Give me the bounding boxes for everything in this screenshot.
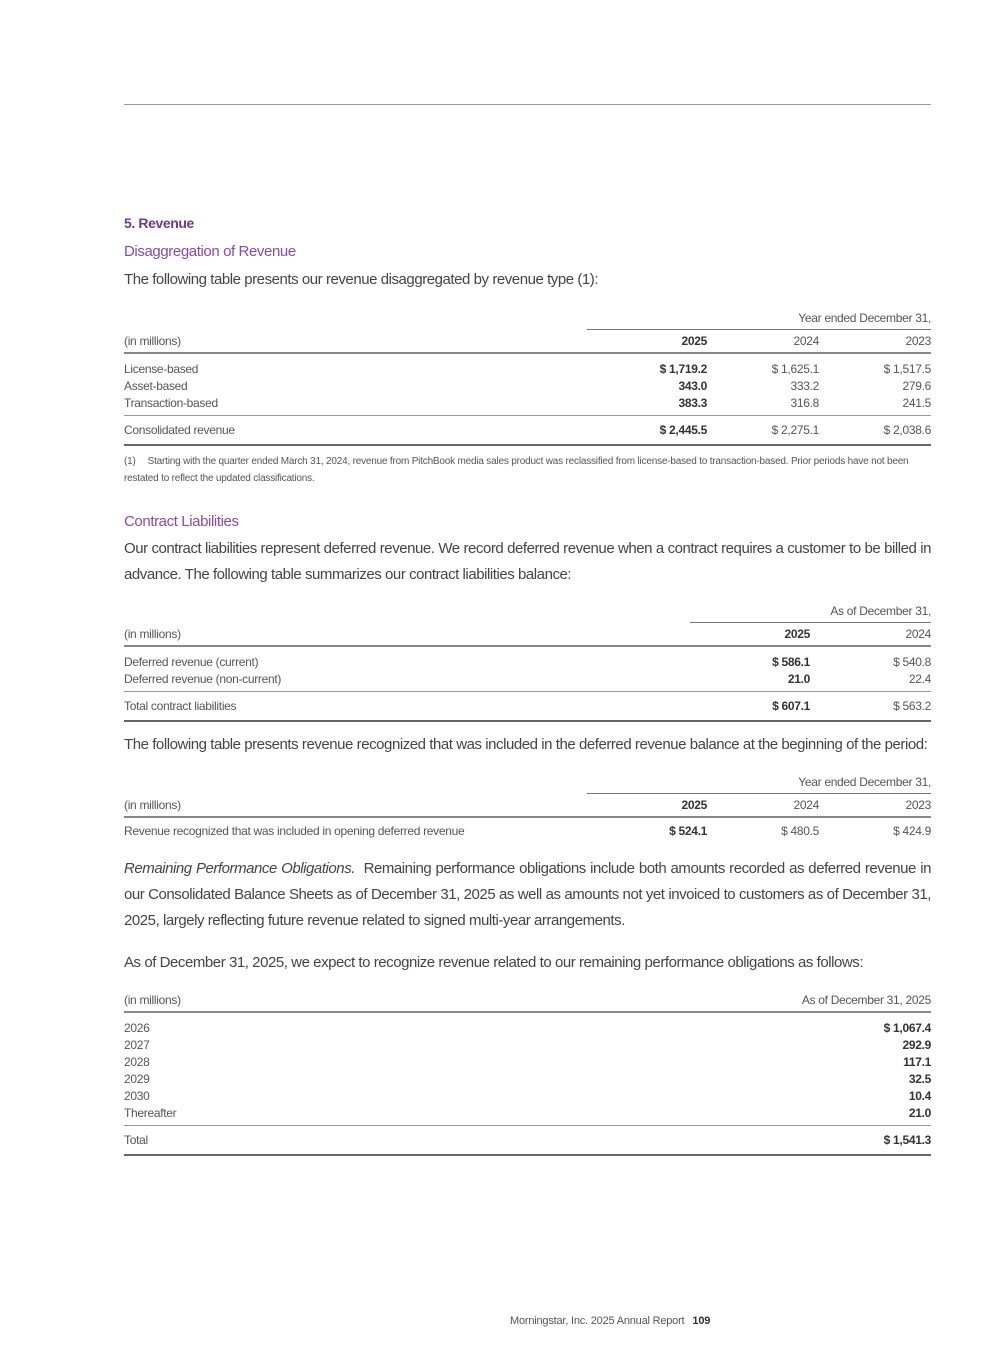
table-row	[124, 1019, 931, 1036]
table-row	[124, 1070, 931, 1087]
cell: 383.3	[678, 395, 707, 410]
rpo-text: Remaining performance obligations include both amounts recorded as deferred revenue in our Consolidated Balance Sheets as of December 31, 2025 as well as amounts not yet invoiced to customers as of December 31, 2025, largely reflecting future revenue related to signed multi-year arrangements.	[124, 860, 931, 929]
footnote	[124, 453, 931, 487]
rpo-table	[124, 989, 931, 1156]
unit-label: (in millions)	[124, 797, 181, 812]
section-title-text: 5. Revenue	[124, 215, 194, 231]
total-row	[124, 1126, 931, 1156]
table-row	[124, 1087, 931, 1104]
col-year: 2024	[905, 627, 931, 641]
table-row	[124, 1104, 931, 1121]
cell: 21.0	[787, 671, 810, 686]
row-label: Total contract liabilities	[124, 692, 690, 722]
unit-label: (in millions)	[124, 626, 181, 641]
col-year: 2023	[905, 798, 931, 812]
cell: $ 480.5	[781, 824, 819, 838]
col-year: 2025	[681, 334, 707, 348]
row-label: Revenue recognized that was included in opening deferred revenue	[124, 824, 465, 838]
col-header: As of December 31, 2025	[801, 993, 931, 1007]
cell: $ 1,517.5	[883, 361, 931, 376]
table-row	[124, 653, 931, 670]
section-title	[124, 215, 931, 231]
col-year: 2023	[905, 334, 931, 348]
unit-label: (in millions)	[124, 993, 181, 1007]
cell: $ 1,625.1	[771, 361, 819, 376]
cell: $ 524.1	[669, 824, 707, 838]
col-year: 2025	[681, 798, 707, 812]
cell: $ 424.9	[893, 824, 931, 838]
footnote-text: Starting with the quarter ended March 31, 2024, revenue from PitchBook media sales product was reclassified from license-based to transaction-based. Prior periods have not been restated to reflect the updated classifications.	[124, 456, 909, 484]
cell: $ 586.1	[772, 654, 810, 669]
row-label: Asset-based	[124, 378, 188, 393]
contract-intro: Our contract liabilities represent deferred revenue. We record deferred revenue when a contract requires a customer to be billed in advance. The following table summarizes our contract liabilities balance:	[124, 540, 931, 583]
row-label: 2029	[124, 1071, 150, 1086]
row-label: Total	[124, 1126, 370, 1156]
table-row	[124, 1053, 931, 1070]
cell: $ 2,275.1	[707, 416, 819, 446]
col-year: 2024	[793, 798, 819, 812]
rpo-intro: As of December 31, 2025, we expect to recognize revenue related to our remaining performance obligations as follows:	[124, 954, 864, 971]
revenue-table	[124, 307, 931, 446]
rpo-lead: Remaining Performance Obligations.	[124, 860, 355, 877]
cell: $ 540.8	[893, 654, 931, 669]
unit-label: (in millions)	[124, 333, 181, 348]
cell: 22.4	[908, 671, 931, 686]
cell: $ 2,038.6	[819, 416, 931, 446]
table-row	[124, 394, 931, 411]
cell: 292.9	[902, 1037, 931, 1052]
disaggregation-heading: Disaggregation of Revenue	[124, 243, 296, 260]
row-label: 2027	[124, 1037, 150, 1052]
table-row	[124, 360, 931, 377]
group-header: Year ended December 31,	[587, 771, 931, 794]
cell: $ 563.2	[810, 692, 931, 722]
header-rule	[124, 104, 931, 105]
row-label: Deferred revenue (non-current)	[124, 671, 282, 686]
row-label: Consolidated revenue	[124, 416, 587, 446]
total-row	[124, 416, 931, 446]
page-number: 109	[692, 1315, 711, 1327]
table-row	[124, 817, 931, 844]
cell: 117.1	[903, 1054, 931, 1069]
cell: $ 2,445.5	[587, 416, 707, 446]
contract-table	[124, 600, 931, 722]
row-label: Transaction-based	[124, 395, 218, 410]
total-row	[124, 692, 931, 722]
table-row	[124, 1036, 931, 1053]
cell: 343.0	[678, 378, 707, 393]
cell: 316.8	[790, 395, 819, 410]
rpo-paragraph	[124, 856, 931, 934]
cell: 333.2	[790, 378, 819, 393]
cell: $ 1,541.3	[370, 1126, 931, 1156]
cell: 241.5	[902, 395, 931, 410]
col-year: 2025	[784, 627, 810, 641]
cell: 279.6	[902, 378, 931, 393]
row-label: 2030	[124, 1088, 150, 1103]
group-header: Year ended December 31,	[587, 307, 931, 330]
recognized-table	[124, 771, 931, 844]
footnote-marker: (1)	[124, 456, 136, 467]
cell: $ 607.1	[690, 692, 810, 722]
page-footer	[510, 1315, 710, 1327]
cell: 10.4	[908, 1088, 931, 1103]
row-label: Thereafter	[124, 1105, 177, 1120]
table-row	[124, 670, 931, 687]
group-header: As of December 31,	[690, 600, 931, 623]
cell: 32.5	[908, 1071, 931, 1086]
disaggregation-intro: The following table presents our revenue disaggregated by revenue type (1):	[124, 271, 599, 288]
cell: $ 1,067.4	[883, 1020, 931, 1035]
contract-heading: Contract Liabilities	[124, 513, 239, 530]
footer-text: Morningstar, Inc. 2025 Annual Report	[510, 1315, 685, 1327]
col-year: 2024	[793, 334, 819, 348]
row-label: Deferred revenue (current)	[124, 654, 259, 669]
row-label: 2028	[124, 1054, 150, 1069]
table-row	[124, 377, 931, 394]
recognized-intro: The following table presents revenue recognized that was included in the deferred revenue balance at the beginning of the period:	[124, 736, 928, 753]
cell: 21.0	[908, 1105, 931, 1120]
row-label: License-based	[124, 361, 199, 376]
row-label: 2026	[124, 1020, 150, 1035]
cell: $ 1,719.2	[659, 361, 707, 376]
